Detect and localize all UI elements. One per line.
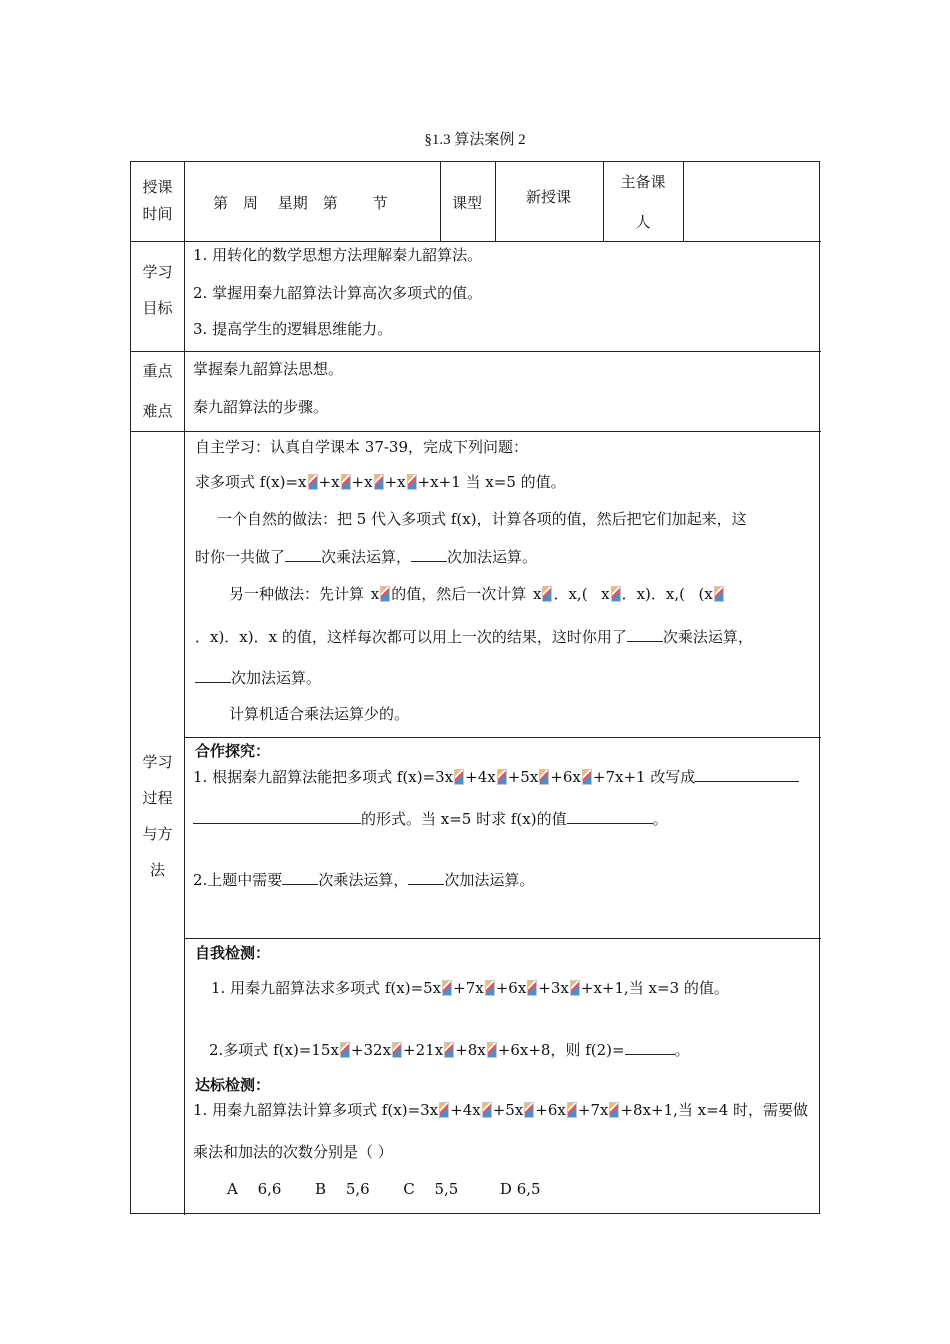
- self-study-question: 求多项式 f(x)=x +x +x +x +x+1 当 x=5 的值。: [195, 473, 566, 491]
- answer-blank[interactable]: [408, 872, 444, 885]
- exponent-image-icon: [308, 474, 318, 490]
- option-a[interactable]: A 6,6: [227, 1180, 282, 1198]
- time-value: 第 周 星期 第 节: [213, 194, 388, 212]
- exponent-image-icon: [454, 769, 464, 785]
- exponent-image-icon: [374, 474, 384, 490]
- answer-blank[interactable]: [627, 629, 663, 642]
- process-label: 学习 过程 与方 法: [142, 753, 173, 879]
- exponent-image-icon: [539, 769, 549, 785]
- exponent-image-icon: [407, 474, 417, 490]
- option-c[interactable]: C 5,5: [403, 1180, 459, 1198]
- exponent-image-icon: [542, 586, 552, 602]
- self-study-paragraph: 一个自然的做法：把 5 代入多项式 f(x)，计算各项的值，然后把它们加起来，这: [217, 510, 747, 528]
- exponent-image-icon: [444, 1042, 454, 1058]
- self-check-heading: 自我检测：: [195, 944, 271, 962]
- coop-heading: 合作探究：: [195, 742, 271, 760]
- option-d[interactable]: D 6,5: [499, 1180, 541, 1198]
- exponent-image-icon: [497, 769, 507, 785]
- goal-item: 2. 掌握用秦九韶算法计算高次多项式的值。: [193, 284, 483, 302]
- goal-item: 3. 提高学生的逻辑思维能力。: [193, 320, 393, 338]
- exponent-image-icon: [341, 474, 351, 490]
- exponent-image-icon: [524, 1102, 534, 1118]
- answer-blank[interactable]: [695, 769, 799, 782]
- exponent-image-icon: [439, 1102, 449, 1118]
- target-check-question-1-cont: 乘法和加法的次数分别是（ ）: [193, 1143, 393, 1161]
- coop-question-1: 1. 根据秦九韶算法能把多项式 f(x)=3x +4x +5x +6x +7x+1 改写成: [193, 766, 799, 787]
- key-point-item: 秦九韶算法的步骤。: [193, 398, 329, 416]
- self-study-paragraph: 时你一共做了 次乘法运算， 次加法运算。: [195, 548, 538, 566]
- coop-question-1-cont: 的形式。当 x=5 时求 f(x)的值 。: [193, 808, 668, 829]
- answer-blank[interactable]: [285, 549, 321, 562]
- goals-label: 学习 目标: [142, 263, 173, 317]
- exponent-image-icon: [609, 1102, 619, 1118]
- type-value: 新授课: [526, 188, 572, 206]
- exponent-image-icon: [611, 586, 621, 602]
- document-title: §1.3 算法案例 2: [424, 132, 526, 148]
- target-check-question-1: 1. 用秦九韶算法计算多项式 f(x)=3x +4x +5x +6x +7x +8x+1,当 x=4 时，需要做: [193, 1101, 809, 1119]
- exponent-image-icon: [570, 980, 580, 996]
- exponent-image-icon: [485, 980, 495, 996]
- answer-blank[interactable]: [193, 811, 361, 824]
- teacher-label: 主备课 人: [620, 173, 666, 231]
- target-check-heading: 达标检测：: [195, 1076, 271, 1094]
- exponent-image-icon: [527, 980, 537, 996]
- exponent-image-icon: [487, 1042, 497, 1058]
- exponent-image-icon: [392, 1042, 402, 1058]
- answer-blank[interactable]: [411, 549, 447, 562]
- time-label: 授课 时间: [142, 178, 173, 223]
- key-points-label: 重点 难点: [142, 362, 173, 420]
- exponent-image-icon: [567, 1102, 577, 1118]
- exponent-image-icon: [380, 586, 390, 602]
- self-study-paragraph: 计算机适合乘法运算少的。: [229, 705, 410, 723]
- exponent-image-icon: [442, 980, 452, 996]
- self-check-question-1: 1. 用秦九韶算法求多项式 f(x)=5x +7x +6x +3x +x+1,当 x=3 的值。: [211, 979, 729, 997]
- exponent-image-icon: [582, 769, 592, 785]
- coop-question-2: 2.上题中需要 次乘法运算， 次加法运算。: [193, 871, 535, 889]
- self-study-paragraph: 次加法运算。: [195, 667, 321, 688]
- exponent-image-icon: [340, 1042, 350, 1058]
- answer-blank[interactable]: [282, 872, 318, 885]
- self-study-paragraph: 另一种做法：先计算 x 的值，然后一次计算 x ．x,( x ．x)．x,( (x: [229, 583, 725, 604]
- answer-options: [227, 1178, 541, 1199]
- key-point-item: 掌握秦九韶算法思想。: [193, 360, 344, 378]
- self-study-intro: 自主学习：认真自学课本 37-39，完成下列问题：: [195, 438, 529, 456]
- exponent-image-icon: [714, 586, 724, 602]
- type-label: 课型: [452, 194, 483, 212]
- goal-item: 1. 用转化的数学思想方法理解秦九韶算法。: [193, 246, 483, 264]
- exponent-image-icon: [482, 1102, 492, 1118]
- answer-blank[interactable]: [195, 670, 231, 683]
- option-b[interactable]: B 5,6: [315, 1180, 370, 1198]
- answer-blank[interactable]: [567, 811, 653, 824]
- self-study-paragraph: ．x)．x)．x 的值，这样每次都可以用上一次的结果，这时你用了 次乘法运算，: [195, 628, 753, 646]
- answer-blank[interactable]: [625, 1042, 675, 1055]
- self-check-question-2: 2.多项式 f(x)=15x +32x +21x +8x +6x+8，则 f(2)= 。: [209, 1041, 690, 1059]
- lesson-plan-table: [130, 161, 820, 1214]
